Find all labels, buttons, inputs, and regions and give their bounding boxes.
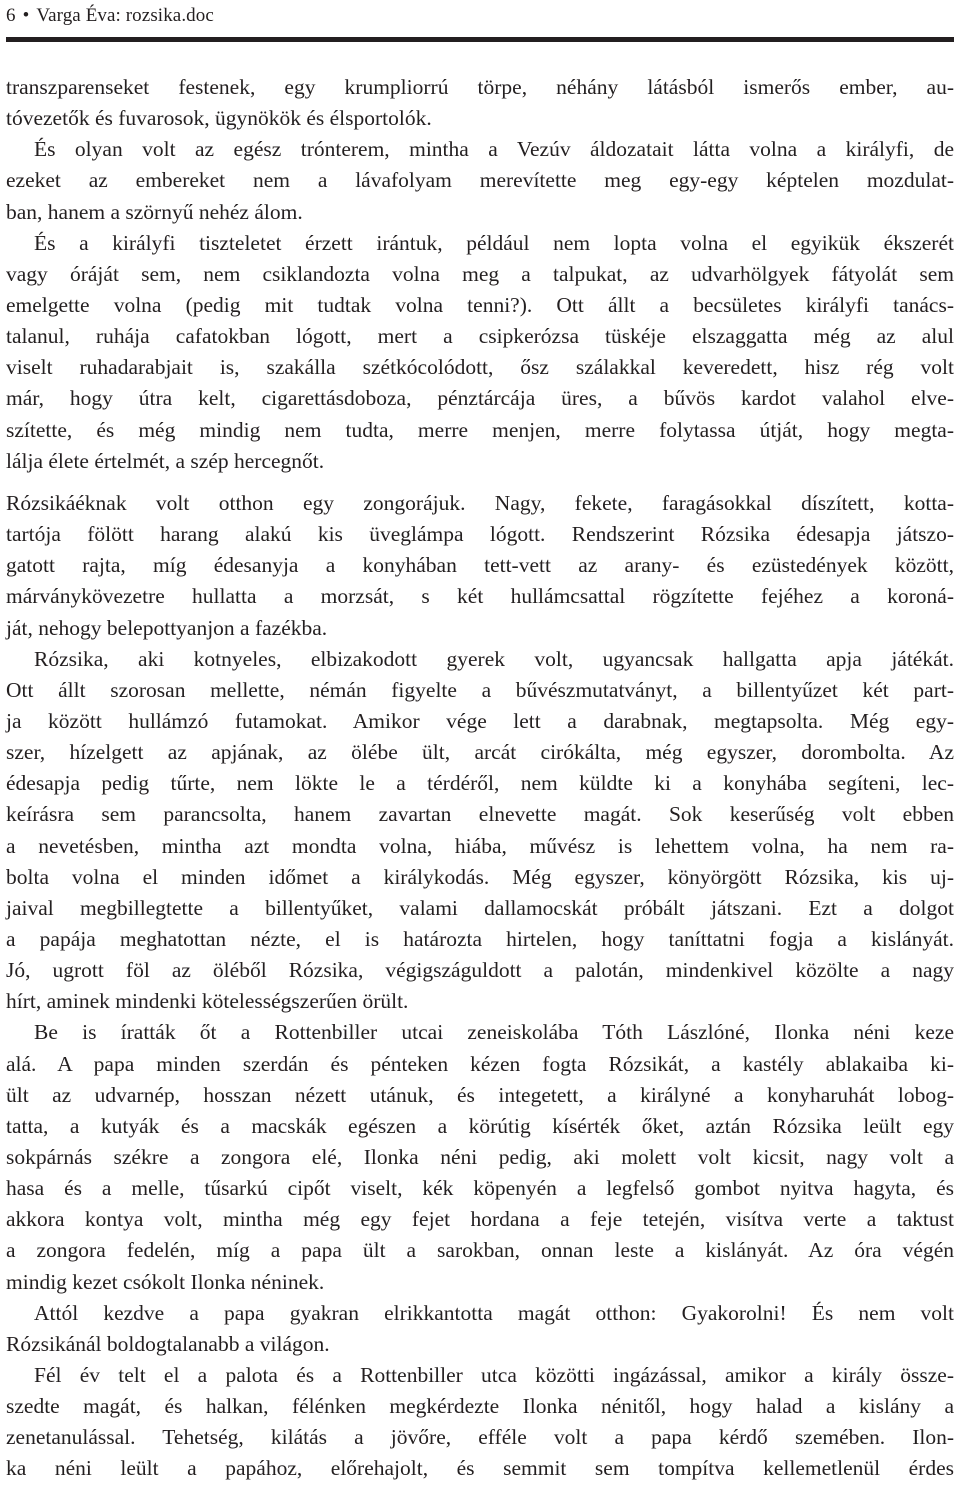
text-line: tóvezetők és fuvarosok, ügynökök és élsportolók. xyxy=(6,106,432,131)
text-line: viselt ruhadarabjait is, szakálla szétkócolódott, ősz szálakkal keveredett, hisz rég volt xyxy=(6,355,954,380)
text-line: Attól kezdve a papa gyakran elrikkantotta magát otthon: Gyakorolni! És nem volt xyxy=(34,1300,954,1325)
text-line: gatott rajta, míg édesanyja a konyhában tett-vett az arany- és ezüstedények között, xyxy=(6,553,954,578)
running-head xyxy=(6,4,214,28)
text-line: vagy óráját sem, nem csiklandozta volna meg a talpukat, az udvarhölgyek fátyolát sem xyxy=(6,261,954,286)
text-line: Jó, ugrott föl az öléből Rózsika, végigszáguldott a palotán, mindenkivel közölte a nagy xyxy=(6,958,954,983)
text-line: hírt, aminek mindenki kötelességszerűen örült. xyxy=(6,989,409,1014)
text-line: sokpárnás székre a zongora elé, Ilonka néni pedig, aki molett volt kicsit, nagy volt a xyxy=(6,1144,954,1169)
text-line: Rózsikáéknak volt otthon egy zongorájuk. Nagy, fekete, faragásokkal díszített, kotta- xyxy=(6,491,954,515)
text-line: Be is íratták őt a Rottenbiller utcai zeneiskolába Tóth Lászlóné, Ilonka néni keze xyxy=(34,1020,954,1045)
header-rule xyxy=(6,37,954,42)
bullet-separator: • xyxy=(22,5,30,26)
text-line: Fél év telt el a palota és a Rottenbiller utca közötti ingázással, amikor a király össze- xyxy=(34,1362,954,1387)
text-line: ka néni leült a papához, előrehajolt, és semmit sem tompítva kellemetlenül érdes xyxy=(6,1456,954,1481)
text-line: zenetanulással. Tehetség, kilátás a jövőre, efféle volt a papa kérdő szemében. Ilon- xyxy=(6,1425,954,1450)
text-line: És olyan volt az egész trónterem, mintha a Vezúv áldozatait látta volna a királyfi, de xyxy=(34,137,954,162)
text-line: Ott állt szorosan mellette, némán figyelte a bűvészmutatványt, a billentyűzet két part- xyxy=(6,677,954,702)
author-title: Varga Éva: rozsika.doc xyxy=(36,5,214,26)
text-line: szedte magát, és halkan, félénken megkérdezte Ilonka nénitől, hogy halad a kislány a xyxy=(6,1394,954,1419)
text-section-1 xyxy=(6,72,954,477)
text-line: a papája meghatottan nézte, el is határozta hirtelen, hogy taníttatni fogja a kislányát. xyxy=(6,926,954,951)
text-line: Rózsika, aki kotnyeles, elbizakodott gyerek volt, ugyancsak hallgatta apja játékát. xyxy=(34,646,954,671)
text-line: ült az udvarnép, hosszan nézett utánuk, és integetett, a királyné a konyharuhát lobog- xyxy=(6,1082,954,1107)
text-line: tatta, a kutyák és a macskák egészen a körútig kísérték őket, aztán Rózsika leült egy xyxy=(6,1113,954,1138)
text-line: ban, hanem a szörnyű nehéz álom. xyxy=(6,199,303,224)
text-line: transzparenseket festenek, egy krumpliorrú törpe, néhány látásból ismerős ember, au- xyxy=(6,75,954,99)
text-line: hasa és a melle, tűsarkú cipőt viselt, kék köpenyén a legfelső gombot nyitva hagyta, és xyxy=(6,1176,954,1201)
text-line: már, hogy útra kelt, cigarettásdoboza, pénztárcája üres, a bűvös kardot valahol elve- xyxy=(6,386,954,411)
text-line: tartója fölött harang alakú kis üveglámpa lógott. Rendszerint Rózsika édesapja játszo- xyxy=(6,522,954,547)
text-line: akkora kontya volt, mintha még egy fejet hordana a feje tetején, visítva verte a taktust xyxy=(6,1207,954,1232)
text-line: a zongora fedelén, míg a papa ült a sarokban, onnan leste a kislányát. Az óra végén xyxy=(6,1238,954,1263)
text-section-2 xyxy=(6,488,954,1485)
text-line: mindig kezet csókolt Ilonka néninek. xyxy=(6,1269,325,1294)
text-line: jaival megbillegtette a billentyűket, valami dallamocskát próbált játszani. Ezt a dolgot xyxy=(6,895,954,920)
text-line: keírásra sem parancsolta, hanem zavartan elnevette magát. Sok keserűség volt ebben xyxy=(6,802,954,827)
text-line: lálja élete értelmét, a szép hercegnőt. xyxy=(6,448,325,473)
text-line: szítette, és még mindig nem tudta, merre menjen, merre folytassa útját, hogy megta- xyxy=(6,417,954,442)
text-line: bolta volna el minden időmet a királykodás. Még egyszer, könyörgött Rózsika, kis uj- xyxy=(6,864,954,889)
text-line: a nevetésben, mintha azt mondta volna, hiába, művész is lehettem volna, ha nem ra- xyxy=(6,833,954,858)
text-line: talanul, ruhája cafatokban lógott, mert a csipkerózsa tüskéje elszaggatta még az alul xyxy=(6,324,954,349)
text-line: márványkövezetre hullatta a morzsát, s két hullámcsattal rögzítette fejéhez a koroná- xyxy=(6,584,954,609)
page-number: 6 xyxy=(6,5,16,26)
text-line: emelgette volna (pedig mit tudtak volna tenni?). Ott állt a becsületes királyfi tanács- xyxy=(6,292,954,317)
text-line: Rózsikánál boldogtalanabb a világon. xyxy=(6,1331,330,1356)
text-line: ját, nehogy belepottyanjon a fazékba. xyxy=(6,615,328,640)
text-line: És a királyfi tiszteletet érzett irántuk, például nem lopta volna el egyikük ékszerét xyxy=(34,230,954,255)
text-line: ja között hullámzó futamokat. Amikor vége lett a darabnak, megtapsolta. Még egy- xyxy=(6,708,954,733)
text-line: szer, hízelgett az apjának, az ölébe ült, arcát cirókálta, még egyszer, dorombolta. Az xyxy=(6,740,954,765)
text-line: édesapja pedig tűrte, nem lökte le a térdéről, nem küldte ki a konyhába segíteni, lec- xyxy=(6,771,954,796)
text-line: ezeket az embereket nem a lávafolyam merevítette meg egy-egy képtelen mozdulat- xyxy=(6,168,954,193)
text-line: alá. A papa minden szerdán és pénteken kézen fogta Rózsikát, a kastély ablakaiba ki- xyxy=(6,1051,954,1076)
